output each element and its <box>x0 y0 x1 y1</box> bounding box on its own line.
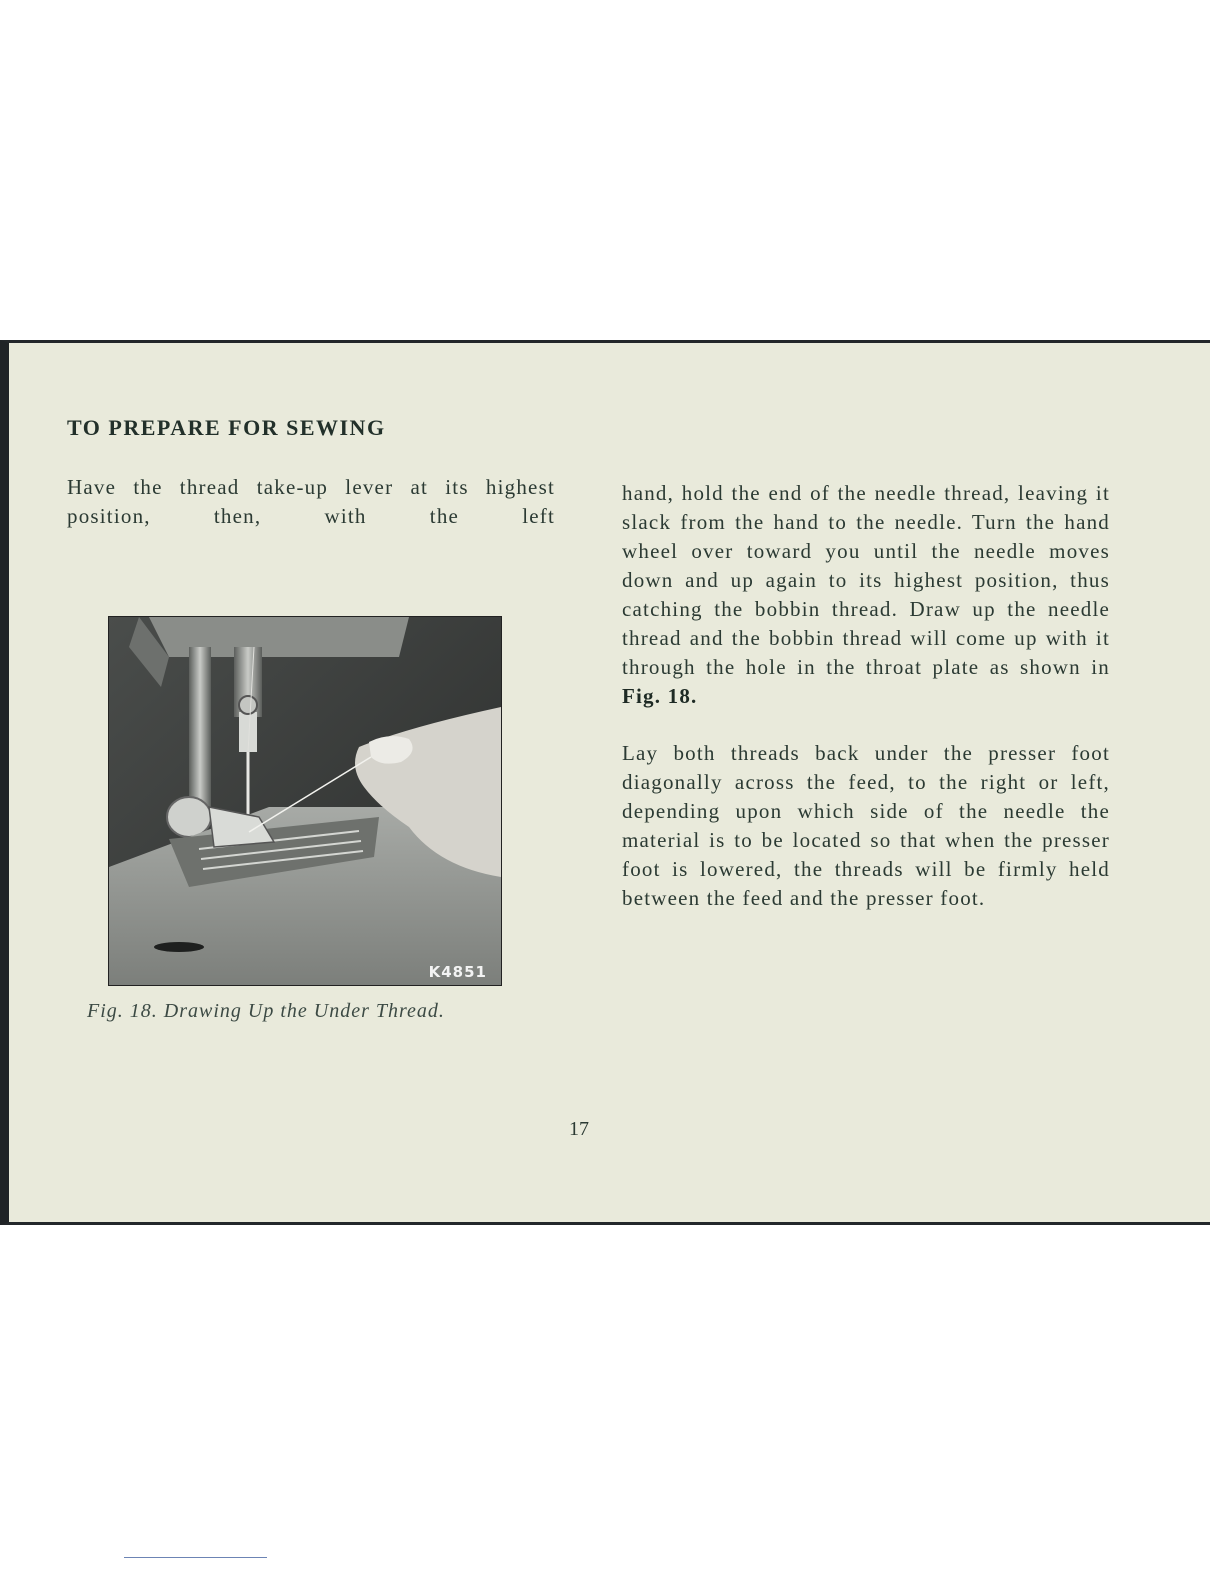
figure-code-label: K4851 <box>428 963 487 981</box>
figure-photo <box>108 616 502 986</box>
section-heading: TO PREPARE FOR SEWING <box>67 415 386 440</box>
left-column-text: Have the thread take-up lever at its highest position, then, with the left <box>67 475 555 528</box>
sewing-machine-photo <box>109 617 501 985</box>
footer-rule <box>124 1557 267 1558</box>
manual-page <box>0 340 1210 1225</box>
page-number: 17 <box>569 1118 589 1140</box>
right-column <box>622 479 1110 941</box>
right-paragraph-1-text: hand, hold the end of the needle thread, leaving it slack from the hand to the needle. Turn the hand wheel over toward you until the needle moves down and up again to its highest position, thus catching the bobbin thread. Draw up the needle thread and the bobbin thread will come up with it through the hole in the throat plate as shown in <box>622 481 1110 679</box>
right-paragraph-1 <box>622 479 1110 711</box>
figure-reference: Fig. 18. <box>622 684 698 708</box>
right-paragraph-2: Lay both threads back under the presser foot diagonally across the feed, to the right or left, depending upon which side of the needle the material is to be located so that when the presser foot is lowered, the threads will be firmly held between the feed and the presser foot. <box>622 741 1110 910</box>
figure-caption: Fig. 18. Drawing Up the Under Thread. <box>87 1000 445 1022</box>
